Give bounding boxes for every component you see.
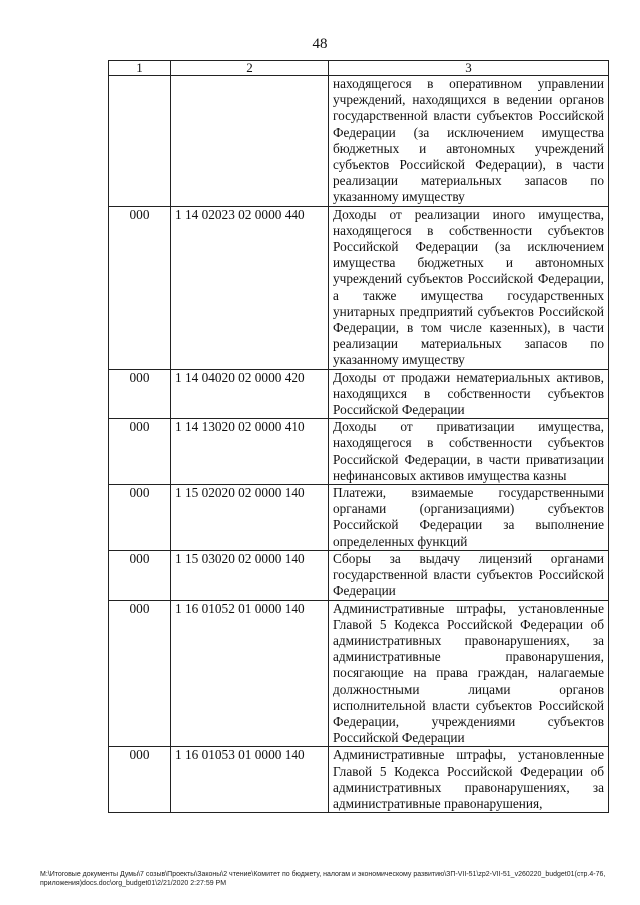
table-row [109,369,609,419]
admin-code-cell: 000 [109,369,171,419]
document-path-footer: М:\Итоговые документы Думы\7 созыв\Проекты\Законы\2 чтение\Комитет по бюджету, налогам и экономическому развитию\ЗП-VII-51\zp2-VII-51_v260220_budget01(стр.4-76, приложения)docs.doc\org_budget01\2/21/2020 2:27:59 PM [40,871,606,887]
header-col-2: 2 [171,61,329,76]
income-code-cell: 1 14 13020 02 0000 410 [171,419,329,485]
income-code-cell: 1 14 02023 02 0000 440 [171,206,329,369]
admin-code-cell: 000 [109,419,171,485]
income-codes-table [108,60,609,813]
income-code-cell: 1 16 01052 01 0000 140 [171,600,329,747]
table-row [109,76,609,207]
table-row [109,485,609,551]
admin-code-cell: 000 [109,747,171,813]
header-col-3: 3 [329,61,609,76]
header-col-1: 1 [109,61,171,76]
income-code-cell: 1 16 01053 01 0000 140 [171,747,329,813]
table-row [109,550,609,600]
table-row [109,419,609,485]
income-description-cell: Сборы за выдачу лицензий органами государственной власти субъектов Российской Федерации [329,550,609,600]
income-description-cell: Доходы от реализации иного имущества, находящегося в собственности субъектов Российской Федерации (за исключением имущества бюджетных и автономных учреждений субъектов Российской Федерации, а также имущества государственных унитарных предприятий субъектов Российской Федерации, в том числе казенных), в части реализации материальных запасов по указанному имуществу [329,206,609,369]
income-description-cell: Доходы от продажи нематериальных активов, находящихся в собственности субъектов Российской Федерации [329,369,609,419]
income-code-cell: 1 14 04020 02 0000 420 [171,369,329,419]
admin-code-cell: 000 [109,485,171,551]
income-description-cell: Административные штрафы, установленные Главой 5 Кодекса Российской Федерации об административных правонарушениях, за административные правонарушения, посягающие на права граждан, налагаемые должностными лицами органов исполнительной власти субъектов Российской Федерации, учреждениями субъектов Российской Федерации [329,600,609,747]
table-row [109,600,609,747]
income-code-cell: 1 15 02020 02 0000 140 [171,485,329,551]
income-description-cell: Платежи, взимаемые государственными органами (организациями) субъектов Российской Федерации за выполнение определенных функций [329,485,609,551]
income-description-cell: Доходы от приватизации имущества, находящегося в собственности субъектов Российской Федерации, в части приватизации нефинансовых активов имущества казны [329,419,609,485]
admin-code-cell [109,76,171,207]
admin-code-cell: 000 [109,550,171,600]
income-code-cell: 1 15 03020 02 0000 140 [171,550,329,600]
table-row [109,747,609,813]
income-description-cell: Административные штрафы, установленные Главой 5 Кодекса Российской Федерации об административных правонарушениях, за административные правонарушения, [329,747,609,813]
income-code-cell [171,76,329,207]
page-number: 48 [312,36,328,52]
table-header-row [109,61,609,76]
admin-code-cell: 000 [109,206,171,369]
table-row [109,206,609,369]
admin-code-cell: 000 [109,600,171,747]
income-description-cell: находящегося в оперативном управлении учреждений, находящихся в ведении органов государственной власти субъектов Российской Федерации (за исключением имущества бюджетных и автономных учреждений субъектов Российской Федерации), в части реализации материальных запасов по указанному имуществу [329,76,609,207]
